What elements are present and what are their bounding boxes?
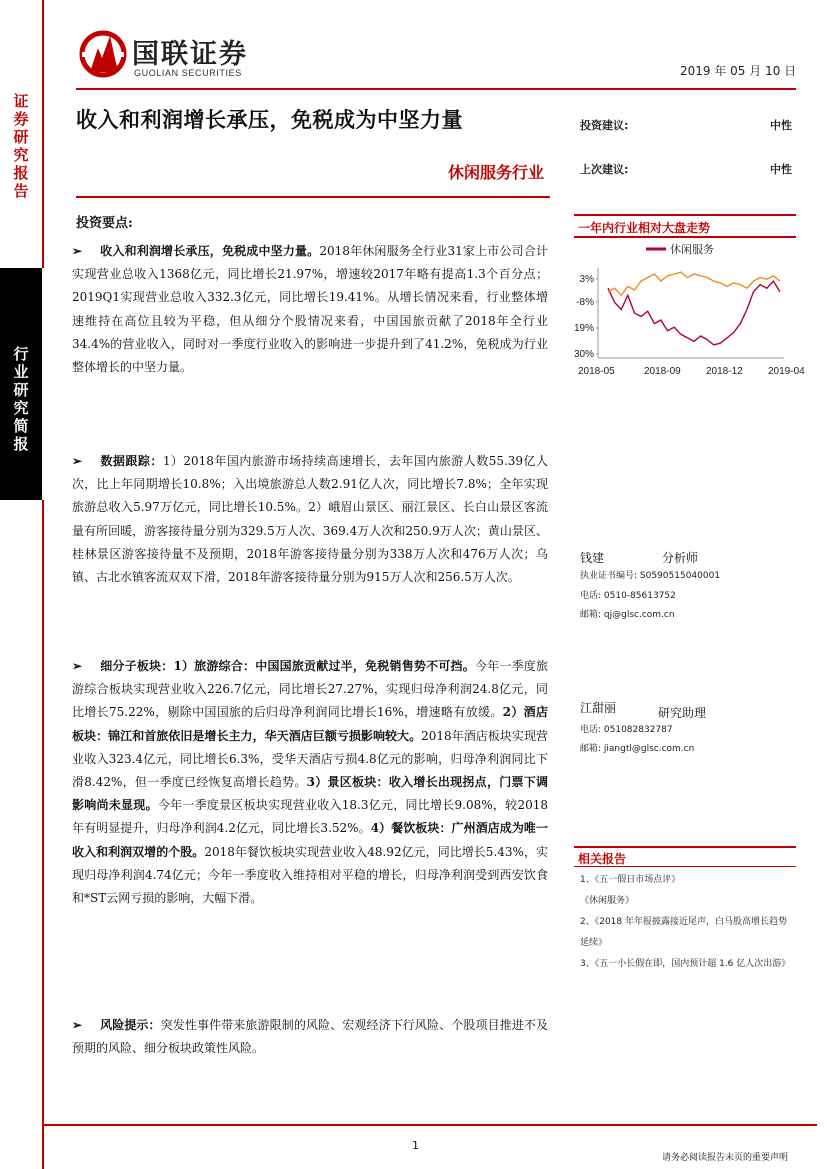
paragraph-data-tracking: ➢ 数据跟踪：1）2018年国内旅游市场持续高速增长，去年国内旅游人数55.39亿人次，比上年同期增长10.8%；入出境旅游总人数2.91亿人次，同比增长7.8%；全年实现旅游总收入5.97万亿元，同比增长10.5%。2）峨眉山景区、丽江景区、长白山景区客流量有所回暖，游客接待量分别为329.5万人次、369.4万人次和250.9万人次；黄山景区、桂林景区游客接待量不及预期，2018年游客接待量分别为338万人次和476万人次；乌镇、古北水镇客流双双下滑，2018年游客接待量分别为915万人次和256.5万人次。 [72,450,548,589]
chart-x-tick-label: 2018-09 [644,366,681,377]
sidebar-divider-top [42,0,44,268]
paragraph-sub-sectors: ➢ 细分子板块：1）旅游综合：中国国旅贡献过半，免税销售势不可挡。今年一季度旅游综合板块实现营业收入226.7亿元，同比增长27.27%，实现归母净利润24.8亿元，同比增长75.22%，剔除中国国旅的后归母净利润同比增长16%，增速略有放缓。2）酒店板块：锦江和首旅依旧是增长主力，华天酒店巨额亏损影响较大。2018年酒店板块实现营业收入323.4亿元，同比增长6.3%，受华天酒店亏损4.8亿元的影响，归母净利润同比下滑8.42%，但一季度已经恢复高增长趋势。3）景区板块：收入增长出现拐点，门票下调影响尚未显现。今年一季度景区板块实现营业收入18.3亿元，同比增长9.08%，较2018年有明显提升，归母净利润4.2亿元，同比增长3.52%。4）餐饮板块：广州酒店成为唯一收入和利润双增的个股。2018年餐饮板块实现营业收入48.92亿元，同比增长5.43%，实现归母净利润4.74亿元；今年一季度收入维持相对平稳的增长，归母净利润受到西安饮食和*ST云网亏损的影响，大幅下滑。 [72,655,548,910]
bullet-arrow-icon: ➢ [72,659,83,673]
related-heading-rule [574,866,796,867]
chart-legend-label: 休闲服务 [670,243,714,256]
related-heading: 相关报告 [578,852,627,866]
related-report-2[interactable]: 2、《2018 年年报披露接近尾声，白马股高增长趋势延续》 [580,917,787,948]
page-number: 1 [412,1139,419,1152]
analyst-1-email[interactable]: 邮箱: qj@glsc.com.cn [580,610,675,620]
analyst-1-phone: 电话: 0510-85613752 [580,591,676,601]
analyst-2-name: 江甜丽 [580,701,617,715]
brand-name-cn: 国联证券 [132,39,248,70]
analyst-1-cert: 执业证书编号: S0590515040001 [580,571,721,581]
title-rule [76,196,550,198]
related-report-1-sub[interactable]: 《休闲服务》 [580,896,635,906]
footer-disclaimer: 请务必阅读报告末页的重要声明 [662,1153,789,1163]
bullet-arrow-icon: ➢ [72,454,83,468]
related-report-1[interactable]: 1、《五一假日市场点评》 [580,875,681,885]
related-report-3[interactable]: 3、《五一小长假在即，国内预计超 1.6 亿人次出游》 [580,959,791,969]
footer-rule [42,1124,817,1126]
relative-performance-chart [566,240,805,380]
chart-top-rule [574,214,796,216]
chart-heading-rule [574,236,796,238]
rating-previous-label: 上次建议: [580,163,629,176]
analyst-1-name: 钱建 [580,551,605,565]
analyst-2-phone: 电话: 051082832787 [580,725,673,735]
chart-y-tick-label: 19% [573,323,594,334]
header-rule [76,88,796,90]
chart-y-tick-label: 30% [573,349,594,360]
chart-heading: 一年内行业相对大盘走势 [578,221,711,235]
report-date: 2019 年 05 月 10 日 [680,64,797,78]
sidebar-divider-bottom [42,500,44,1169]
analyst-1-title: 分析师 [662,551,699,565]
analyst-2-email[interactable]: 邮箱: jiangtl@glsc.com.cn [580,744,695,754]
chart-x-tick-label: 2018-05 [578,366,615,377]
chart-y-tick-label: -8% [576,297,594,308]
related-top-rule [574,846,796,848]
chart-y-tick-label: 3% [579,274,594,285]
bullet-arrow-icon: ➢ [72,244,83,258]
paragraph-risk: ➢ 风险提示：突发性事件带来旅游限制的风险、宏观经济下行风险、个股项目推进不及预期的风险、细分板块政策性风险。 [72,1014,548,1060]
chart-x-tick-label: 2018-12 [706,366,743,377]
sidebar-bottom [0,500,42,1169]
section-investment-highlights: 投资要点: [76,216,133,231]
sidebar-label-securities-report: 证券研究报告 [13,92,29,200]
guolian-logo-icon [78,28,128,78]
paragraph-revenue-profit: ➢ 收入和利润增长承压，免税成中坚力量。2018年休闲服务全行业31家上市公司合计实现营业总收入1368亿元，同比增长21.97%，增速较2017年略有提高1.3个百分点；2019Q1实现营业总收入332.3亿元，同比增长19.41%。从增长情况来看，行业整体增速维持在高位且较为平稳，但从细分个股情况来看，中国国旅贡献了2018年全行业34.4%的营业收入，同时对一季度行业收入的影响进一步提升到了41.2%，免税成为行业整体增长的中坚力量。 [72,240,548,379]
chart-series-leisure-services [608,281,780,345]
brand-name-en: GUOLIAN SECURITIES [134,68,242,78]
rating-previous-value: 中性 [770,163,792,176]
rating-current-label: 投资建议: [580,119,629,132]
analyst-2-title: 研究助理 [658,706,707,720]
sidebar-label-industry-brief: 行业研究简报 [13,345,29,453]
rating-current-value: 中性 [770,119,792,132]
industry-name: 休闲服务行业 [447,163,544,182]
chart-x-tick-label: 2019-04 [768,366,805,377]
bullet-arrow-icon: ➢ [72,1018,83,1032]
report-title: 收入和利润增长承压，免税成为中坚力量 [76,107,463,132]
